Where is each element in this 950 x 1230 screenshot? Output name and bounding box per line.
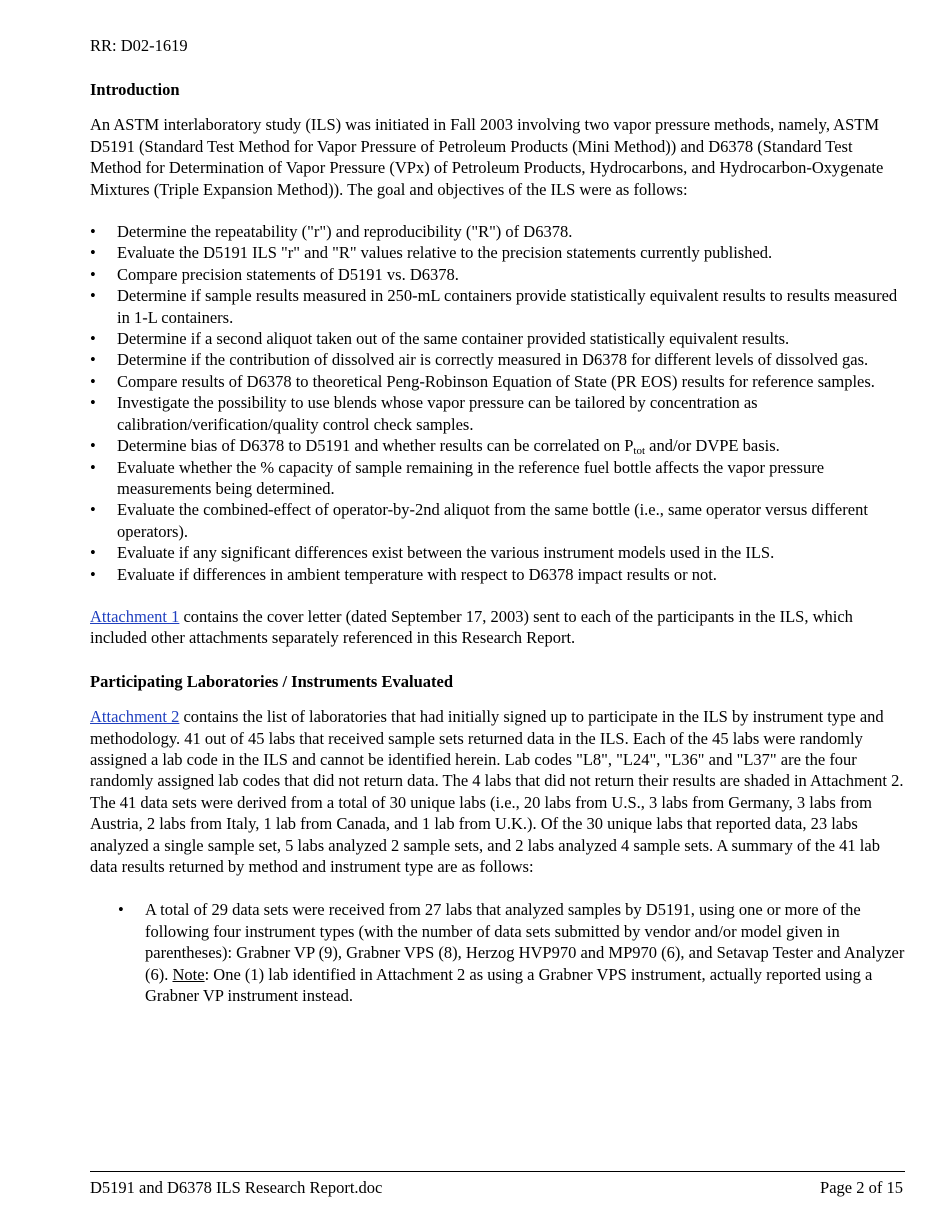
list-item: • Determine if the contribution of dissolved air is correctly measured in D6378 for different levels of dissolved gas. xyxy=(90,349,905,370)
intro-paragraph: An ASTM interlaboratory study (ILS) was initiated in Fall 2003 involving two vapor pressure methods, namely, ASTM D5191 (Standard Test Method for Vapor Pressure of Petroleum Products (Mini Method)) and D6378 (Standard Test Method for Determination of Vapor Pressure (VPx) of Petroleum Products, Hydrocarbons, and Hydrocarbon-Oxygenate Mixtures (Triple Expansion Method)). The goal and objectives of the ILS were as follows: xyxy=(90,115,884,199)
report-id-header: RR: D02-1619 xyxy=(90,36,188,55)
note-label: Note xyxy=(172,964,205,984)
list-item: • Determine if a second aliquot taken out of the same container provided statistically equivalent results. xyxy=(90,328,905,349)
list-item: • Compare results of D6378 to theoretical Peng-Robinson Equation of State (PR EOS) results for reference samples. xyxy=(90,371,905,392)
footer-page-number: Page 2 of 15 xyxy=(820,1178,903,1197)
objectives-list xyxy=(90,221,905,585)
summary-text: A total of 29 data sets were received from 27 labs that analyzed samples by D5191, using one or more of the following four instrument types (with the number of data sets submitted by vendor and/or model given in parentheses): Grabner VP (9), Grabner VPS (8), Herzog HVP970 and MP970 (6), and Setavap Tester and Analyzer (6). xyxy=(145,900,905,984)
list-item: • Compare precision statements of D5191 vs. D6378. xyxy=(90,264,905,285)
list-item: • Evaluate whether the % capacity of sample remaining in the reference fuel bottle affects the vapor pressure measurements being determined. xyxy=(90,457,905,500)
attachment-1-link[interactable]: Attachment 1 xyxy=(90,606,180,626)
footer-filename: D5191 and D6378 ILS Research Report.doc xyxy=(90,1178,383,1197)
list-item xyxy=(90,899,905,1006)
footer-divider xyxy=(90,1171,905,1172)
bias-text-end: and/or DVPE basis. xyxy=(645,436,780,456)
list-item: • Evaluate if differences in ambient temperature with respect to D6378 impact results or not. xyxy=(90,564,905,585)
bias-text: Determine bias of D6378 to D5191 and whether results can be correlated on P xyxy=(117,436,634,456)
ptot-subscript: tot xyxy=(633,445,646,458)
list-item: • Determine the repeatability ("r") and reproducibility ("R") of D6378. xyxy=(90,221,905,242)
list-item: • Evaluate the combined-effect of operator-by-2nd aliquot from the same bottle (i.e., same operator versus different operators). xyxy=(90,499,905,542)
attachment1-paragraph xyxy=(90,606,905,649)
labs-text: contains the list of laboratories that had initially signed up to participate in the ILS by instrument type and methodology. 41 out of 45 labs that received sample sets returned data in the ILS. Each of the 45 labs were randomly assigned a lab code in the ILS and cannot be identified herein. Lab codes "L8", "L24", "L36" and "L37" are the four randomly assigned lab codes that did not return data. The 4 labs that did not return their results are shaded in Attachment 2. The 41 data sets were derived from a total of 30 unique labs (i.e., 20 labs from U.S., 3 labs from Germany, 3 labs from Austria, 2 labs from Italy, 1 lab from Canada, and 1 lab from U.K.). Of the 30 unique labs that reported data, 23 labs analyzed a single sample set, 5 labs analyzed 2 sample sets, and 2 labs analyzed 4 sample sets. A summary of the 41 lab data results returned by method and instrument type are as follows: xyxy=(90,707,904,876)
attachment1-text: contains the cover letter (dated September 17, 2003) sent to each of the participants in the ILS, which included other attachments separately referenced in this Research Report. xyxy=(90,606,853,648)
attachment-2-link[interactable]: Attachment 2 xyxy=(90,707,180,727)
labs-paragraph xyxy=(90,706,905,877)
list-item-bias xyxy=(90,435,905,456)
list-item: • Evaluate the D5191 ILS "r" and "R" values relative to the precision statements currently published. xyxy=(90,242,905,263)
note-text: : One (1) lab identified in Attachment 2 as using a Grabner VPS instrument, actually reported using a Grabner VP instrument instead. xyxy=(145,964,873,1006)
labs-heading: Participating Laboratories / Instruments Evaluated xyxy=(90,671,453,691)
intro-heading: Introduction xyxy=(90,80,180,99)
summary-list xyxy=(90,899,905,1006)
list-item: • Evaluate if any significant differences exist between the various instrument models used in the ILS. xyxy=(90,542,905,563)
list-item: • Investigate the possibility to use blends whose vapor pressure can be tailored by concentration as calibration/verification/quality control check samples. xyxy=(90,392,905,435)
list-item: • Determine if sample results measured in 250-mL containers provide statistically equivalent results to results measured in 1-L containers. xyxy=(90,285,905,328)
document-body xyxy=(90,0,905,1006)
